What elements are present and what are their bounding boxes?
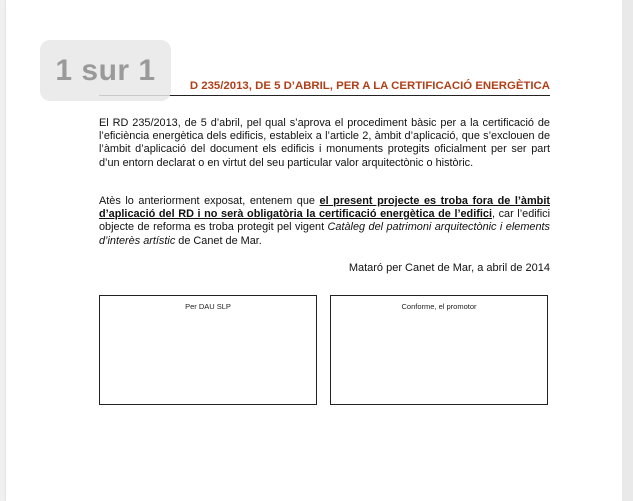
conclusion-end: de Canet de Mar. (175, 234, 262, 247)
signature-label-promoter: Conforme, el promotor (401, 302, 477, 311)
paragraph-conclusion (99, 195, 550, 248)
signature-box-promoter (330, 295, 548, 405)
conclusion-intro: Atès lo anteriorment exposat, entenem que (99, 195, 320, 207)
conclusion-emphasis: el present projecte es troba fora de l’àmbit d’aplicació del RD i no serà obligatòria la certificació energètica de l’edifici (99, 195, 550, 221)
page-indicator: 1 sur 1 (40, 40, 171, 101)
place-date: Mataró per Canet de Mar, a abril de 2014 (348, 262, 550, 274)
conclusion-middle: , car l’edifici objecte de reforma es troba protegit pel vigent (99, 208, 550, 234)
signature-box-dau (99, 295, 317, 405)
viewer-margin (622, 0, 633, 501)
signature-label-dau: Per DAU SLP (185, 302, 231, 311)
catalog-name: Catàleg del patrimoni arquitectònic i elements d’interès artístic (99, 221, 550, 247)
paragraph-regulation: El RD 235/2013, de 5 d’abril, pel qual s’aprova el procediment bàsic per a la certificació de l’eficiència energètica dels edificis, estableix a l’article 2, àmbit d’aplicació, que s’exclouen de l’àmbit d’aplicació del document els edificis i monuments protegits oficialment per ser part d’un entorn declarat o en virtut del seu particular valor arquitectònic o històric. (99, 117, 550, 169)
document-title: D 235/2013, DE 5 D’ABRIL, PER A LA CERTIFICACIÓ ENERGÈTICA (189, 80, 550, 92)
